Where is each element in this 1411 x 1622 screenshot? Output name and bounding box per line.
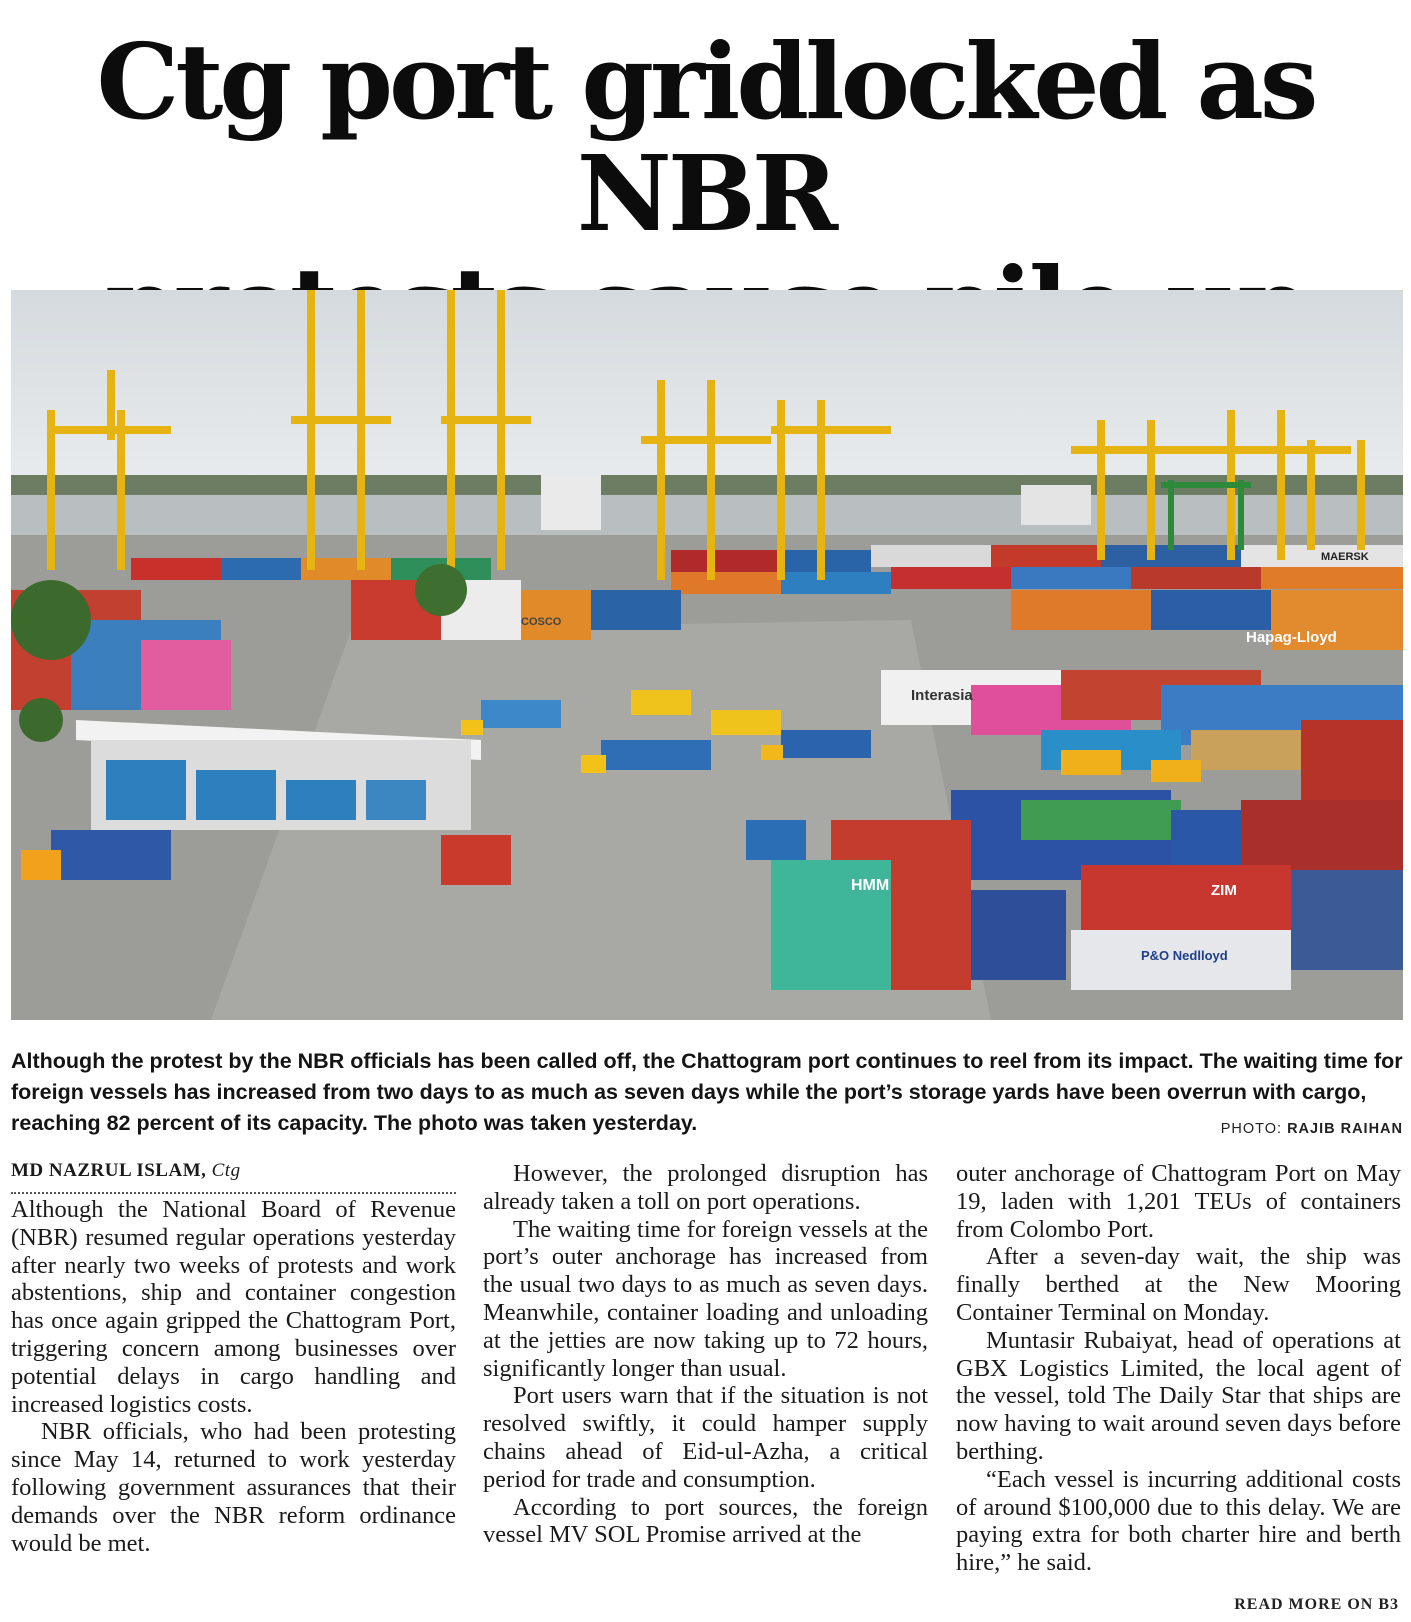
article-column-3 [956,1160,1401,1577]
paragraph: NBR officials, who had been protesting since May 14, returned to work yesterday following government assurances that their demands over the NBR reform ordinance would be met. [11,1418,456,1557]
read-more-link[interactable]: READ MORE ON B3 [1234,1596,1399,1613]
label-interasia: Interasia [911,687,973,704]
paragraph: Muntasir Rubaiyat, head of operations at GBX Logistics Limited, the local agent of the vessel, told The Daily Star that ships are now having to wait around seven days before berthing. [956,1326,1401,1465]
paragraph: “Each vessel is incurring additional costs of around $100,000 due to this delay. We are paying extra for both charter hire and berth hire,” he said. [956,1465,1401,1577]
author-name: MD NAZRUL ISLAM, [11,1160,207,1181]
label-hapag-lloyd: Hapag-Lloyd [1246,629,1337,646]
photo-credit [1221,1121,1403,1137]
credit-label: PHOTO: [1220,1121,1283,1137]
port-photo [11,290,1403,1020]
byline [11,1160,456,1194]
article-column-2 [483,1160,928,1549]
paragraph: After a seven-day wait, the ship was finally berthed at the New Mooring Container Terminal on Monday. [956,1243,1401,1326]
label-zim: ZIM [1211,882,1237,899]
photo-caption: Although the protest by the NBR officials has been called off, the Chattogram port continues to reel from its impact. The waiting time for foreign vessels has increased from two days to as much as seven days while the port’s storage yards have been overrun with cargo, reaching 82 percent of its capacity. The photo was taken yesterday. [11,1049,1403,1135]
label-cosco: COSCO [521,616,562,628]
article-column-1 [11,1196,456,1557]
label-maersk: MAERSK [1321,551,1369,563]
paragraph: According to port sources, the foreign vessel MV SOL Promise arrived at the [483,1493,928,1549]
headline-line-1: Ctg port gridlocked as NBR [96,20,1315,255]
paragraph: However, the prolonged disruption has already taken a toll on port operations. [483,1160,928,1215]
label-pando-nedlloyd: P&O Nedlloyd [1141,948,1228,963]
author-location: Ctg [211,1160,241,1181]
paragraph: outer anchorage of Chattogram Port on May 19, laden with 1,201 TEUs of containers from Colombo Port. [956,1160,1401,1243]
paragraph: Although the National Board of Revenue (NBR) resumed regular operations yesterday after nearly two weeks of protests and work abstentions, ship and container congestion has once again gripped the Chattogram Port, triggering concern among businesses over potential delays in cargo handling and increased logistics costs. [11,1196,456,1418]
paragraph: Port users warn that if the situation is not resolved swiftly, it could hamper supply chains ahead of Eid-ul-Azha, a critical period for trade and consumption. [483,1382,928,1493]
label-hmm: HMM [851,877,890,894]
paragraph: The waiting time for foreign vessels at the port’s outer anchorage has increased from the usual two days to as much as seven days. Meanwhile, container loading and unloading at the jetties are now taking up to 72 hours, significantly longer than usual. [483,1215,928,1382]
credit-name: RAJIB RAIHAN [1287,1121,1403,1137]
